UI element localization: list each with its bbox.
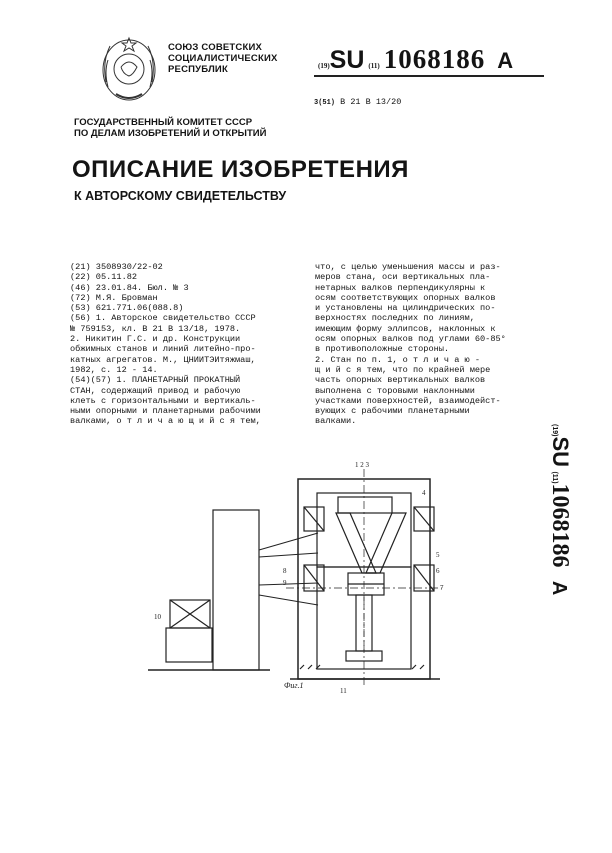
text-line: осям соответствующих опорных валков [315, 292, 496, 303]
text-line: ными опорными и планетарными рабочими [70, 406, 261, 417]
text-line: катных агрегатов. М., ЦНИИТЭИтяжмаш, [70, 354, 256, 365]
country-code: SU [329, 46, 365, 74]
text-line: СТАН, содержащий привод и рабочую [70, 385, 241, 396]
text-line: выполнена с торовыми наклонными [315, 385, 475, 396]
rolling-mill-drawing [140, 455, 460, 695]
issuing-country-block [168, 42, 278, 75]
motor-base [166, 628, 212, 662]
text-line: № 759153, кл. В 21 В 13/18, 1978. [70, 323, 241, 334]
figure-label: 4 [422, 489, 426, 497]
text-line: (54)(57) 1. ПЛАНЕТАРНЫЙ ПРОКАТНЫЙ [70, 375, 241, 386]
text-line: клеть с горизонтальными и вертикаль- [70, 395, 256, 406]
document-title: ОПИСАНИЕ ИЗОБРЕТЕНИЯ [72, 156, 409, 183]
figure-caption: Фиг.1 [284, 681, 304, 690]
figure-label: 10 [154, 613, 161, 621]
patent-number-header [318, 44, 513, 75]
vertical-country-code: SU [548, 436, 573, 468]
figure-label: 9 [283, 579, 287, 587]
committee-block [74, 117, 266, 139]
committee-line: ПО ДЕЛАМ ИЗОБРЕТЕНИЙ И ОТКРЫТИЙ [74, 128, 267, 139]
number-label: (11) [368, 62, 380, 70]
text-line: щ и й с я тем, что по крайней мере [315, 364, 491, 375]
text-line: 2. Никитин Г.С. и др. Конструкции [70, 334, 241, 345]
text-line: участками поверхностей, взаимодейст- [315, 395, 501, 406]
figure-label: 6 [436, 567, 440, 575]
ipc-label: 3(51) [314, 99, 336, 107]
committee-line: ГОСУДАРСТВЕННЫЙ КОМИТЕТ СССР [74, 117, 253, 128]
vertical-patent-id [546, 424, 576, 664]
text-line: валками. [315, 416, 357, 427]
text-line: часть опорных вертикальных валков [315, 375, 486, 386]
figure-label: 5 [436, 551, 440, 559]
text-line: (21) 3508930/22-02 [70, 262, 163, 272]
bibliographic-column [70, 262, 261, 427]
text-line: 1982, с. 12 - 14. [70, 364, 158, 375]
org-line: СОЮЗ СОВЕТСКИХ [168, 42, 263, 53]
figure-label: 7 [440, 584, 444, 592]
text-line: имеющим форму эллипсов, наклонных к [315, 323, 496, 334]
vertical-patent-number: 1068186 [547, 483, 573, 568]
text-line: и установлены на цилиндрических по- [315, 303, 496, 314]
patent-kind: A [497, 48, 514, 73]
patent-number: 1068186 [383, 44, 486, 74]
text-line: (46) 23.01.84. Бюл. № 3 [70, 282, 189, 293]
text-line: вующих с рабочими планетарными [315, 406, 470, 417]
text-line: нетарных валков перпендикулярны к [315, 282, 486, 293]
text-line: 2. Стан по п. 1, о т л и ч а ю - [315, 354, 481, 365]
text-line: обжимных станов и линий литейно-про- [70, 344, 256, 355]
text-line: (53) 621.771.06(088.8) [70, 303, 184, 314]
vertical-patent-kind: A [548, 580, 570, 596]
vertical-country-label: (19) [551, 424, 558, 437]
text-line: осям опорных валков под углами 60-85° [315, 334, 506, 345]
drive-cabinet [213, 510, 259, 670]
text-line: что, с целью уменьшения массы и раз- [315, 262, 501, 272]
vertical-number-label: (11) [551, 471, 558, 484]
document-subtitle: К АВТОРСКОМУ СВИДЕТЕЛЬСТВУ [74, 189, 287, 203]
figure-label: 1 2 3 [355, 461, 369, 469]
text-line: (22) 05.11.82 [70, 272, 138, 283]
text-line: (72) М.Я. Бровман [70, 292, 158, 303]
country-code-label: (19) [318, 62, 330, 70]
text-line: (56) 1. Авторское свидетельство СССР [70, 313, 256, 324]
org-line: РЕСПУБЛИК [168, 64, 228, 75]
ussr-emblem [98, 32, 160, 106]
claims-column [315, 262, 506, 427]
header-underline [314, 75, 544, 77]
text-line: меров стана, оси вертикальных пла- [315, 272, 491, 283]
figure-label: 11 [340, 687, 347, 695]
figure-label: 8 [283, 567, 287, 575]
text-line: верхностях последних по линиям, [315, 313, 475, 324]
text-line: валками, о т л и ч а ю щ и й с я тем, [70, 416, 261, 427]
text-line: в противоположные стороны. [315, 344, 450, 355]
ipc-classification [314, 97, 401, 107]
org-line: СОЦИАЛИСТИЧЕСКИХ [168, 53, 278, 64]
ipc-code: B 21 B 13/20 [340, 97, 402, 107]
